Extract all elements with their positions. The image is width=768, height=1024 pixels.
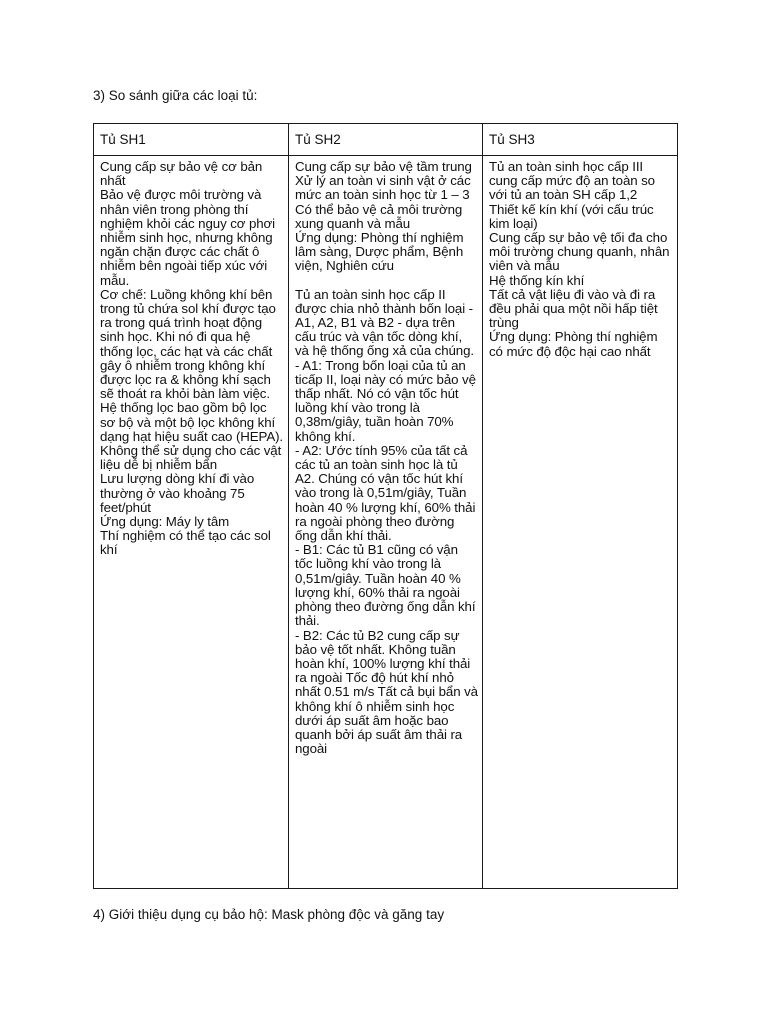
sh3-line: Tất cả vật liệu đi vào và đi ra đều phải qua một nồi hấp tiệt trùng xyxy=(489,286,658,331)
section-3-heading: 3) So sánh giữa các loại tủ: xyxy=(93,88,258,103)
sh2-cell xyxy=(289,156,483,889)
cabinet-comparison-table xyxy=(93,123,678,889)
sh1-line: Cung cấp sự bảo vệ cơ bản nhất xyxy=(100,159,263,189)
section-4-heading: 4) Giới thiệu dụng cụ bảo hộ: Mask phòng độc và găng tay xyxy=(93,907,445,922)
sh1-line: Ứng dụng: Máy ly tâm xyxy=(100,514,230,530)
sh1-line: Cơ chế: Luồng không khí bên trong tủ chứa sol khí được tạo ra trong quá trình hoạt động sinh học. Khi nó đi qua hệ thống lọc, các hạt và các chất gây ô nhiễm trong không khí được lọc ra & không khí sạch sẽ thoát ra khỏi bàn làm việc. Hệ thống lọc bao gồm bộ lọc sơ bộ và một bộ lọc không khí dạng hạt hiệu suất cao (HEPA). xyxy=(100,286,284,444)
sh2-line: - A2: Ước tính 95% của tất cả các tủ an toàn sinh học là tủ A2. Chúng có vận tốc hút khí vào trong là 0,51m/giây, Tuần hoàn 40 % lượng khí, 60% thải ra ngoài phòng theo đường ống dẫn khí thải. xyxy=(295,442,476,544)
sh2-line: Cung cấp sự bảo vệ tầm trung xyxy=(295,159,472,174)
sh2-line: Ứng dụng: Phòng thí nghiệm lâm sàng, Dược phẩm, Bệnh viện, Nghiên cứu xyxy=(295,230,464,274)
sh1-line: Thí nghiệm có thể tạo các sol khí xyxy=(100,528,271,558)
sh1-cell xyxy=(94,156,289,889)
header-sh3: Tủ SH3 xyxy=(483,124,678,156)
sh1-line: Bảo vệ được môi trường và nhân viên trong phòng thí nghiệm khỏi các nguy cơ phơi nhiễm sinh học, nhưng không ngăn chặn được các chất ô nhiễm bên ngoài tiếp xúc với mẫu. xyxy=(100,187,276,288)
sh2-line: - A1: Trong bốn loại của tủ an ticấp II, loại này có mức bảo vệ thấp nhất. Nó có vận tốc hút luồng khí vào trong là 0,38m/giây, tuần hoàn 70% không khí. xyxy=(295,357,476,444)
sh2-line: - B1: Các tủ B1 cũng có vận tốc luồng khí vào trong là 0,51m/giây. Tuần hoàn 40 % lượng khí, 60% thải ra ngoài phòng theo đường ống dẫn khí thải. xyxy=(295,542,476,629)
header-sh1: Tủ SH1 xyxy=(94,124,289,156)
sh1-line: Không thể sử dụng cho các vật liệu dễ bị nhiễm bẩn xyxy=(100,443,282,473)
sh1-line: Lưu lượng dòng khí đi vào thường ở vào khoảng 75 feet/phút xyxy=(100,471,255,515)
sh3-cell xyxy=(483,156,678,889)
sh3-line: Cung cấp sự bảo vệ tối đa cho môi trường chung quanh, nhân viên và mẫu xyxy=(489,230,670,274)
sh2-line: - B2: Các tủ B2 cung cấp sự bảo vệ tốt nhất. Không tuần hoàn khí, 100% lượng khí thải ra ngoài Tốc độ hút khí nhỏ nhất 0.51 m/s Tất cả bụi bẩn và không khí ô nhiễm sinh học dưới áp suất âm hoặc bao quanh bởi áp suất âm thải ra ngoài xyxy=(295,627,478,757)
sh3-line: Ứng dụng: Phòng thí nghiệm có mức độ độc hại cao nhất xyxy=(489,329,658,359)
table-header-row xyxy=(94,124,678,156)
table-row xyxy=(94,156,678,889)
header-sh2: Tủ SH2 xyxy=(289,124,483,156)
sh3-line: Hệ thống kín khí xyxy=(489,272,585,288)
sh3-line: Tủ an toàn sinh học cấp III cung cấp mức độ an toàn so với tủ an toàn SH cấp 1,2 xyxy=(489,159,655,203)
sh3-line: Thiết kế kín khí (với cấu trúc kim loại) xyxy=(489,201,654,231)
sh2-line: Có thể bảo vệ cả môi trường xung quanh và mẫu xyxy=(295,201,463,231)
sh2-line: Xử lý an toàn vi sinh vật ở các mức an toàn sinh học từ 1 – 3 xyxy=(295,173,471,203)
sh2-line: Tủ an toàn sinh học cấp II được chia nhỏ thành bốn loại - A1, A2, B1 và B2 - dựa trên cấu trúc và vận tốc dòng khí, và hệ thống ống xả của chúng. xyxy=(295,286,474,359)
